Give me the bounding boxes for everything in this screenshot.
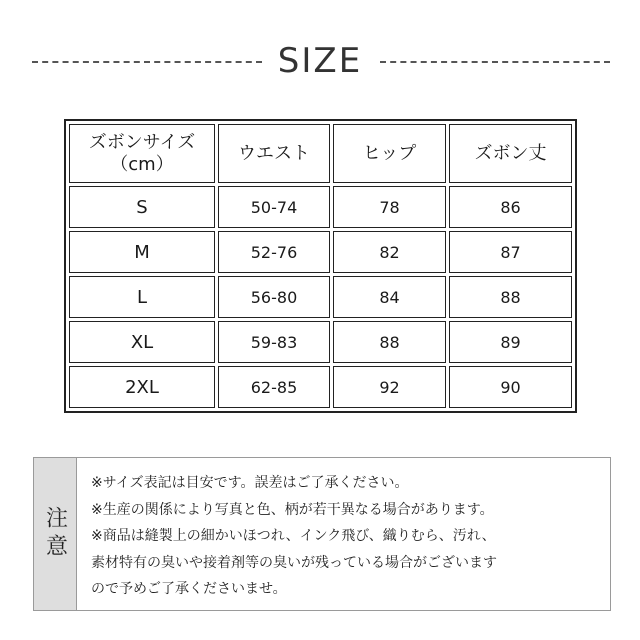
table-header-row [69,124,572,183]
title-row [0,38,640,84]
left-dashed-divider [32,61,262,63]
header-hip: ヒップ [333,124,446,183]
header-waist: ウエスト [218,124,330,183]
waist-cell: 59-83 [218,321,330,363]
length-cell: 87 [449,231,572,273]
table-row [69,276,572,318]
size-cell: L [69,276,215,318]
header-pants-size-unit: （cm） [110,153,174,175]
hip-cell: 78 [333,186,446,228]
table-row [69,231,572,273]
right-dashed-divider [380,61,610,63]
notice-label: 注意 [42,506,68,562]
length-cell: 86 [449,186,572,228]
size-cell: XL [69,321,215,363]
hip-cell: 84 [333,276,446,318]
size-cell: S [69,186,215,228]
notice-line: ので予めご了承くださいませ。 [91,581,287,597]
notice-label-panel [34,458,77,610]
table-row [69,366,572,408]
page-title: SIZE [277,41,363,81]
notice-line: 素材特有の臭いや接着剤等の臭いが残っている場合がございます [91,554,497,571]
length-cell: 88 [449,276,572,318]
size-cell: M [69,231,215,273]
header-pants-length: ズボン丈 [449,124,572,183]
hip-cell: 82 [333,231,446,273]
notice-text [91,470,604,603]
hip-cell: 92 [333,366,446,408]
waist-cell: 52-76 [218,231,330,273]
header-pants-size-line1: ズボンサイズ [88,131,196,153]
notice-line: ※生産の関係により写真と色、柄が若干異なる場合があります。 [91,501,494,518]
size-table [64,119,577,413]
waist-cell: 62-85 [218,366,330,408]
table-row [69,321,572,363]
header-pants-size [69,124,215,183]
length-cell: 89 [449,321,572,363]
size-cell: 2XL [69,366,215,408]
length-cell: 90 [449,366,572,408]
notice-box [33,457,611,611]
notice-line: ※商品は縫製上の細かいほつれ、インク飛び、織りむら、汚れ、 [91,528,496,544]
hip-cell: 88 [333,321,446,363]
notice-line: ※サイズ表記は目安です。誤差はご了承ください。 [91,475,409,491]
waist-cell: 56-80 [218,276,330,318]
waist-cell: 50-74 [218,186,330,228]
table-row [69,186,572,228]
